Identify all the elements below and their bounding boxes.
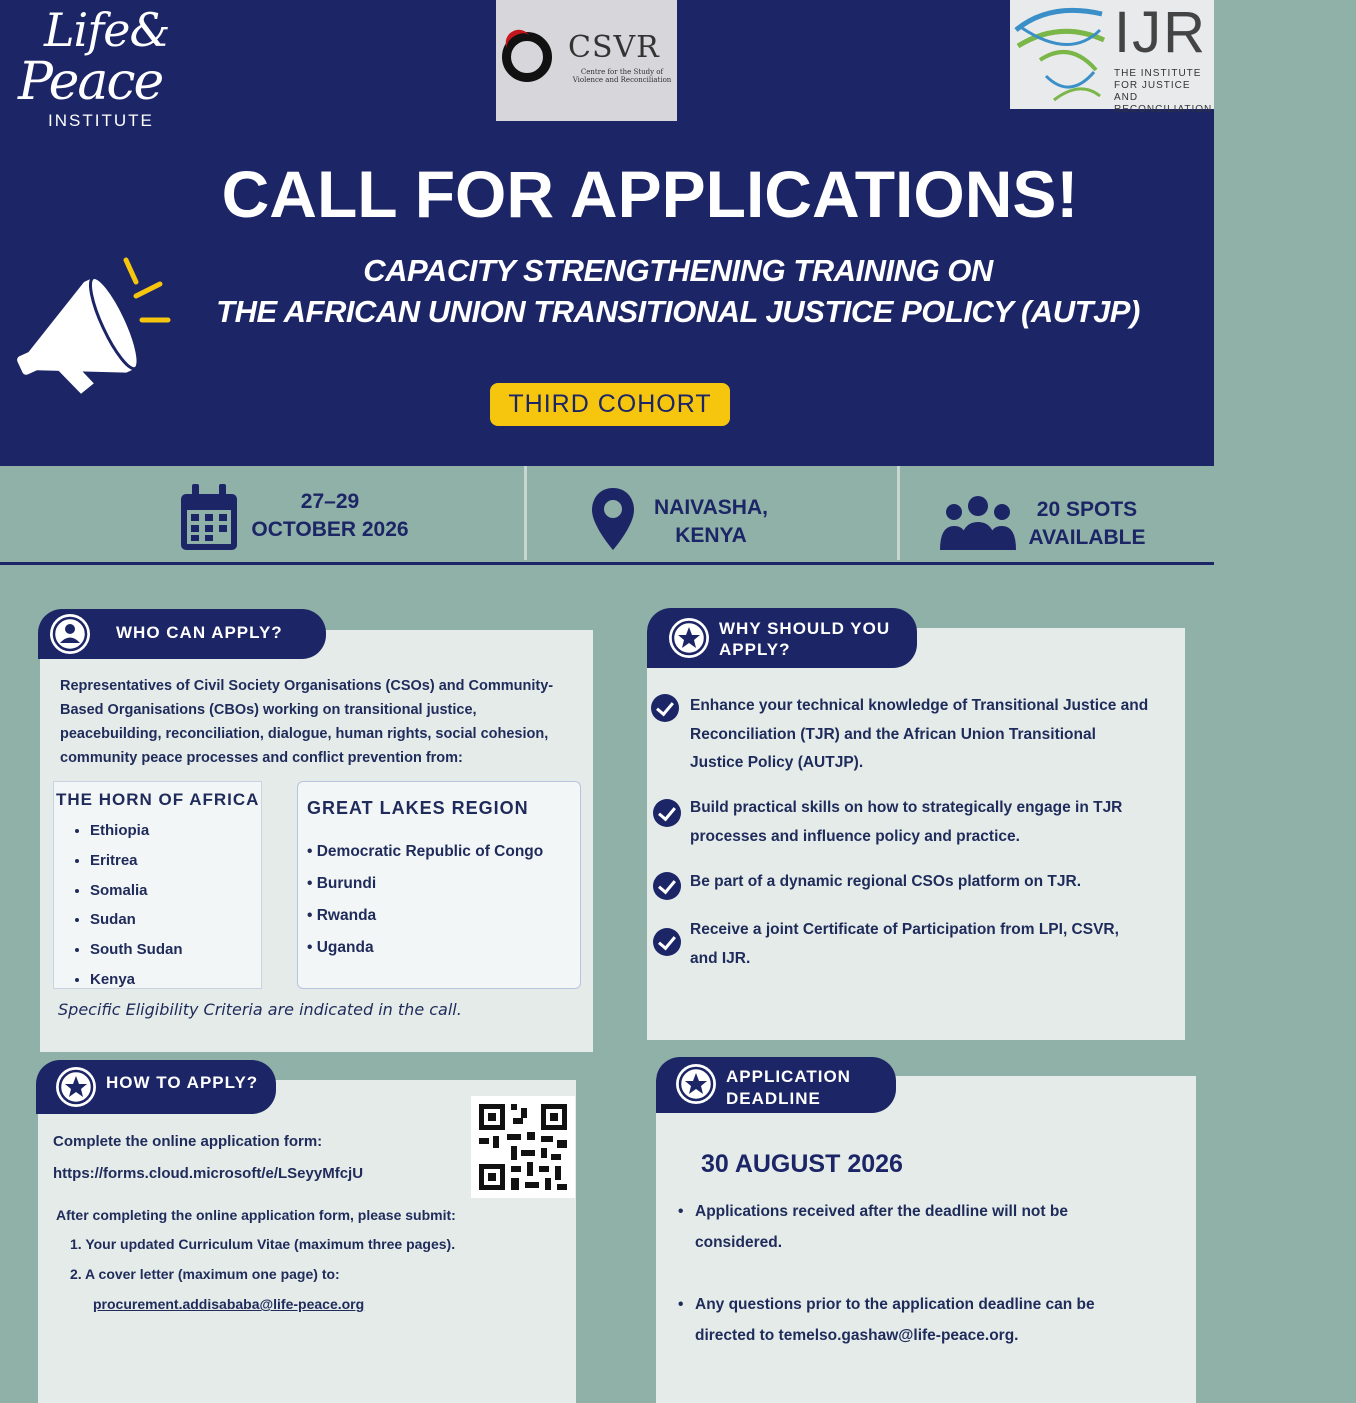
logo-text: FOR JUSTICE AND xyxy=(1114,80,1191,103)
heading-line: APPLY? xyxy=(719,640,791,659)
life-and-peace-institute-logo xyxy=(14,4,179,132)
ijr-logo xyxy=(1010,0,1214,115)
logo-text: Centre for the Study of Violence and Reconciliation xyxy=(572,68,672,84)
event-location xyxy=(636,494,786,550)
qr-code[interactable] xyxy=(471,1096,575,1198)
spots-available xyxy=(1020,496,1154,552)
checkmark-icon xyxy=(653,799,681,827)
heading-line: APPLICATION xyxy=(726,1067,851,1086)
logo-text: RECONCILIATION xyxy=(1114,104,1213,115)
benefit-item: Receive a joint Certificate of Participation from LPI, CSVR, and IJR. xyxy=(690,921,1119,967)
horn-of-africa-box xyxy=(53,781,262,989)
list-item: • Uganda xyxy=(307,939,374,956)
list-item-text: Rwanda xyxy=(316,907,377,924)
logo-text: THE INSTITUTE xyxy=(1114,68,1202,79)
star-icon xyxy=(56,1067,96,1107)
horn-country-list xyxy=(54,816,183,995)
divider xyxy=(897,466,900,560)
submit-instruction: After completing the online application form, please submit: xyxy=(56,1207,456,1223)
ijr-globe-icon xyxy=(1010,0,1110,109)
date-line: OCTOBER 2026 xyxy=(251,518,409,541)
page-title: CALL FOR APPLICATIONS! xyxy=(221,157,1079,231)
spots-line: 20 SPOTS xyxy=(1036,498,1138,521)
divider xyxy=(524,466,527,560)
cohort-badge: THIRD COHORT xyxy=(490,383,730,426)
date-line: 27–29 xyxy=(300,490,360,513)
checkmark-icon xyxy=(653,928,681,956)
megaphone-icon xyxy=(8,250,178,420)
list-item-text: Democratic Republic of Congo xyxy=(316,843,544,860)
list-item-text: Burundi xyxy=(316,875,377,892)
star-icon xyxy=(669,618,709,658)
lakes-country-list xyxy=(307,836,543,964)
section-heading: WHO CAN APPLY? xyxy=(116,623,283,642)
region-title: GREAT LAKES REGION xyxy=(307,798,529,818)
logo-text: IJR xyxy=(1114,0,1207,65)
benefit-item: Build practical skills on how to strategically engage in TJR processes and influence policy and practice. xyxy=(690,799,1123,845)
submit-step: 1. Your updated Curriculum Vitae (maximum three pages). xyxy=(70,1236,456,1252)
list-item: • Burundi xyxy=(307,875,377,892)
section-heading xyxy=(719,618,890,660)
logo-text: Peace xyxy=(18,52,163,112)
list-item: • Ethiopia xyxy=(90,816,183,846)
bullet: • xyxy=(678,1203,684,1220)
logo-text: Life& xyxy=(44,3,170,57)
checkmark-icon xyxy=(653,872,681,900)
logo-subtext xyxy=(1114,68,1214,116)
benefit-item: Enhance your technical knowledge of Transitional Justice and Reconciliation (TJR) and the African Union Transitional Justice Policy (AUTJP). xyxy=(690,697,1149,771)
heading-line: DEADLINE xyxy=(726,1089,821,1108)
spots-line: AVAILABLE xyxy=(1028,526,1146,549)
eligibility-description: Representatives of Civil Society Organisations (CSOs) and Community-Based Organisations (CBOs) working on transitional justice, peacebuilding, reconciliation, dialogue, human rights, social cohesion, community peace processes and conflict prevention from: xyxy=(60,678,554,766)
subtitle-line: CAPACITY STRENGTHENING TRAINING ON xyxy=(363,253,993,288)
logo-text: INSTITUTE xyxy=(48,111,154,130)
application-form-link[interactable]: https://forms.cloud.microsoft/e/LSeyyMfcjU xyxy=(53,1165,364,1182)
location-line: KENYA xyxy=(675,524,747,547)
submit-step: 2. A cover letter (maximum one page) to: xyxy=(70,1266,340,1282)
great-lakes-box xyxy=(297,781,581,989)
training-subtitle xyxy=(0,250,1356,332)
region-title: THE HORN OF AFRICA xyxy=(56,790,260,809)
checkmark-icon xyxy=(651,694,679,722)
deadline-header xyxy=(656,1057,896,1113)
section-heading: HOW TO APPLY? xyxy=(106,1073,259,1092)
how-to-apply-header xyxy=(36,1060,276,1114)
event-dates xyxy=(240,488,420,544)
heading-line: WHY SHOULD YOU xyxy=(719,619,891,638)
apply-instruction: Complete the online application form: xyxy=(53,1133,323,1150)
subtitle-line: THE AFRICAN UNION TRANSITIONAL JUSTICE POLICY (AUTJP) xyxy=(216,294,1140,329)
deadline-note: Any questions prior to the application deadline can be directed to temelso.gashaw@life-peace.org. xyxy=(695,1296,1095,1344)
list-item: • Rwanda xyxy=(307,907,377,924)
location-pin-icon xyxy=(590,486,636,552)
csvr-logo xyxy=(496,0,677,121)
submission-email-link[interactable]: procurement.addisababa@life-peace.org xyxy=(93,1296,365,1312)
list-item-text: Uganda xyxy=(316,939,374,956)
why-apply-header xyxy=(647,608,917,668)
logo-text: CSVR xyxy=(568,30,660,65)
who-can-apply-header xyxy=(38,609,326,659)
deadline-note: Applications received after the deadline will not be considered. xyxy=(695,1203,1068,1251)
star-icon xyxy=(676,1064,716,1104)
calendar-icon xyxy=(178,484,240,554)
benefit-item: Be part of a dynamic regional CSOs platform on TJR. xyxy=(690,873,1082,890)
list-item: • South Sudan xyxy=(90,935,183,965)
location-line: NAIVASHA, xyxy=(654,496,768,519)
eligibility-note: Specific Eligibility Criteria are indicated in the call. xyxy=(58,1000,462,1019)
list-item: • Sudan xyxy=(90,905,183,935)
people-group-icon xyxy=(938,496,1018,552)
user-icon xyxy=(50,614,90,654)
list-item: • Eritrea xyxy=(90,846,183,876)
list-item: • Kenya xyxy=(90,965,183,995)
section-heading xyxy=(726,1066,851,1110)
list-item: • Somalia xyxy=(90,876,183,906)
deadline-date: 30 AUGUST 2026 xyxy=(701,1150,903,1178)
list-item: • Democratic Republic of Congo xyxy=(307,843,544,860)
bullet: • xyxy=(678,1296,684,1313)
